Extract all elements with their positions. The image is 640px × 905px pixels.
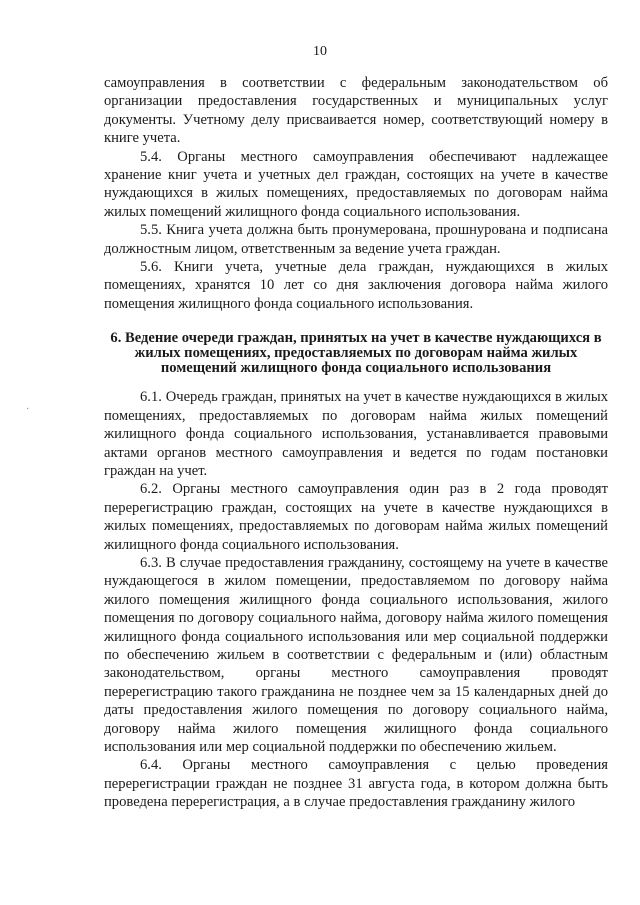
document-body xyxy=(104,74,608,812)
page-number: 10 xyxy=(313,44,327,59)
paragraph: 5.5. Книга учета должна быть пронумерована, прошнурована и подписана должностным лицом, ответственным за ведение учета граждан. xyxy=(104,222,608,257)
paragraph: 6.2. Органы местного самоуправления один раз в 2 года проводят перерегистрацию граждан, состоящих на учете в качестве нуждающихся в жилых помещениях, предоставляемых по договорам найма жилых помещений жилищного фонда социального использования. xyxy=(104,481,608,553)
paragraph: самоуправления в соответствии с федеральным законодательством об организации предоставления государственных и муниципальных услуг документы. Учетному делу присваивается номер, соответствующий номеру в книге учета. xyxy=(104,75,608,147)
paragraph: 5.6. Книги учета, учетные дела граждан, нуждающихся в жилых помещениях, хранятся 10 лет со дня заключения договора найма жилого помещения жилищного фонда социального использования. xyxy=(104,259,608,312)
section-heading: 6. Ведение очереди граждан, принятых на учет в качестве нуждающихся в жилых помещениях, предоставляемых по договорам найма жилых помещений жилищного фонда социального использования xyxy=(110,330,602,377)
paragraph: 6.4. Органы местного самоуправления с целью проведения перерегистрации граждан не позднее 31 августа года, в котором должна быть проведена перерегистрация, а в случае предоставления гражданину жилого xyxy=(104,757,608,811)
paragraph: 6.1. Очередь граждан, принятых на учет в качестве нуждающихся в жилых помещениях, предоставляемых по договорам найма жилых помещений жилищного фонда социального использования, устанавливается правовыми актами органов местного самоуправления и ведется по годам постановки граждан на учет. xyxy=(104,389,608,479)
paragraph: 6.3. В случае предоставления гражданину, состоящему на учете в качестве нуждающегося в жилом помещении, предоставляемом по договору найма жилого помещения жилищного фонда социального использования, жилого помещения по договору социального найма, договору найма жилого помещения жилищного фонда социального использования или мер социальной поддержки по обеспечению жильем в соответствии с федеральным и (или) областным законодательством, органы местного самоуправления проводят перерегистрацию такого гражданина не позднее чем за 15 календарных дней до даты предоставления жилого помещения по договору социального найма, договору найма жилого помещения жилищного фонда социального использования или мер социальной поддержки по обеспечению жильем. xyxy=(104,554,608,755)
margin-mark: · xyxy=(26,404,30,415)
paragraph: 5.4. Органы местного самоуправления обеспечивают надлежащее хранение книг учета и учетных дел граждан, состоящих на учете в качестве нуждающихся в жилых помещениях, предоставляемых по договорам найма жилых помещений жилищного фонда социального использования. xyxy=(104,148,608,220)
